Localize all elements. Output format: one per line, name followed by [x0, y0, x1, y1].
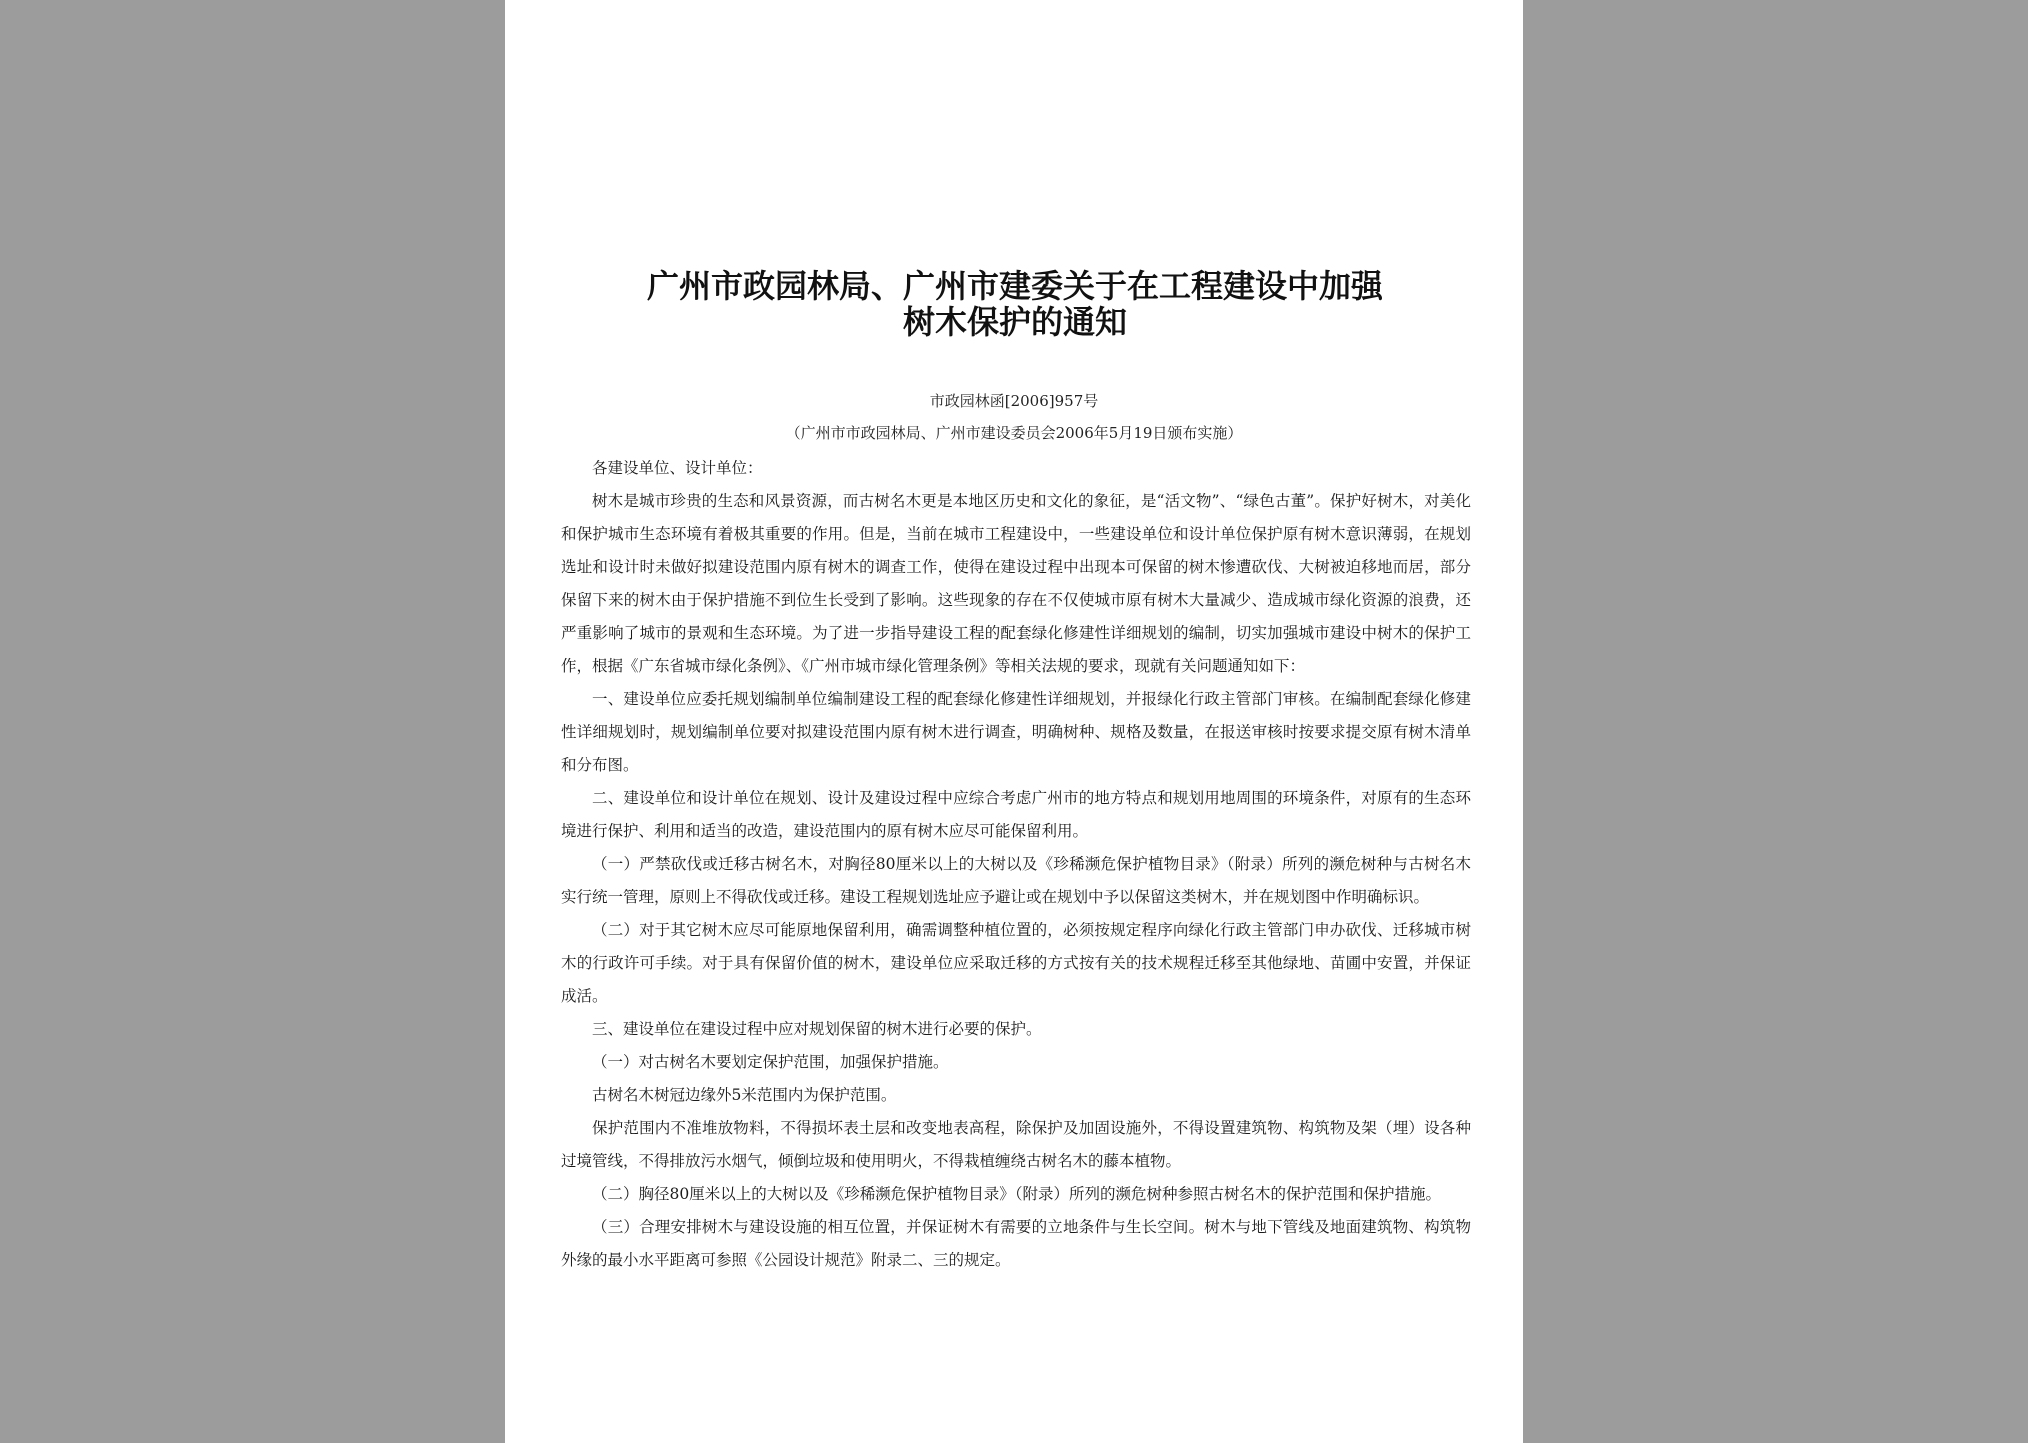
issuing-note: （广州市市政园林局、广州市建设委员会2006年5月19日颁布实施） — [785, 424, 1243, 442]
paragraph: （二）胸径80厘米以上的大树以及《珍稀濒危保护植物目录》（附录）所列的濒危树种参照古树名木的保护范围和保护措施。 — [592, 1185, 1441, 1203]
paragraph: 古树名木树冠边缘外5米范围内为保护范围。 — [592, 1086, 897, 1104]
paragraph: 一、建设单位应委托规划编制单位编制建设工程的配套绿化修建性详细规划，并报绿化行政主管部门审核。在编制配套绿化修建性详细规划时，规划编制单位要对拟建设范围内原有树木进行调查，明确树种、规格及数量，在报送审核时按要求提交原有树木清单和分布图。 — [561, 690, 1471, 774]
paragraph: 二、建设单位和设计单位在规划、设计及建设过程中应综合考虑广州市的地方特点和规划用地周围的环境条件，对原有的生态环境进行保护、利用和适当的改造，建设范围内的原有树木应尽可能保留利用。 — [561, 789, 1471, 840]
paragraph: （二）对于其它树木应尽可能原地保留利用，确需调整种植位置的，必须按规定程序向绿化行政主管部门申办砍伐、迁移城市树木的行政许可手续。对于具有保留价值的树木，建设单位应采取迁移的方式按有关的技术规程迁移至其他绿地、苗圃中安置，并保证成活。 — [561, 921, 1471, 1005]
salutation: 各建设单位、设计单位： — [592, 459, 763, 477]
paragraph: （一）对古树名木要划定保护范围，加强保护措施。 — [592, 1053, 949, 1071]
document-number: 市政园林函[2006]957号 — [929, 392, 1099, 410]
paragraph: 三、建设单位在建设过程中应对规划保留的树木进行必要的保护。 — [592, 1020, 1042, 1038]
document-title-line-1: 广州市政园林局、广州市建委关于在工程建设中加强 — [646, 267, 1383, 305]
paragraph: 保护范围内不准堆放物料，不得损坏表土层和改变地表高程，除保护及加固设施外，不得设置建筑物、构筑物及架（埋）设各种过境管线，不得排放污水烟气，倾倒垃圾和使用明火，不得栽植缠绕古树名木的藤本植物。 — [561, 1119, 1471, 1170]
document-title-line-2: 树木保护的通知 — [902, 303, 1127, 341]
document-page — [505, 0, 1523, 1443]
paragraph: （三）合理安排树木与建设设施的相互位置，并保证树木有需要的立地条件与生长空间。树木与地下管线及地面建筑物、构筑物外缘的最小水平距离可参照《公园设计规范》附录二、三的规定。 — [561, 1218, 1471, 1269]
paragraph: 树木是城市珍贵的生态和风景资源，而古树名木更是本地区历史和文化的象征，是“活文物”、“绿色古董”。保护好树木，对美化和保护城市生态环境有着极其重要的作用。但是，当前在城市工程建设中，一些建设单位和设计单位保护原有树木意识薄弱，在规划选址和设计时未做好拟建设范围内原有树木的调查工作，使得在建设过程中出现本可保留的树木惨遭砍伐、大树被迫移地而居，部分保留下来的树木由于保护措施不到位生长受到了影响。这些现象的存在不仅使城市原有树木大量减少、造成城市绿化资源的浪费，还严重影响了城市的景观和生态环境。为了进一步指导建设工程的配套绿化修建性详细规划的编制，切实加强城市建设中树木的保护工作，根据《广东省城市绿化条例》、《广州市城市绿化管理条例》等相关法规的要求，现就有关问题通知如下： — [561, 492, 1471, 675]
paragraph: （一）严禁砍伐或迁移古树名木，对胸径80厘米以上的大树以及《珍稀濒危保护植物目录》（附录）所列的濒危树种与古树名木实行统一管理，原则上不得砍伐或迁移。建设工程规划选址应予避让或在规划中予以保留这类树木，并在规划图中作明确标识。 — [561, 855, 1471, 906]
document-body — [561, 452, 1471, 1277]
